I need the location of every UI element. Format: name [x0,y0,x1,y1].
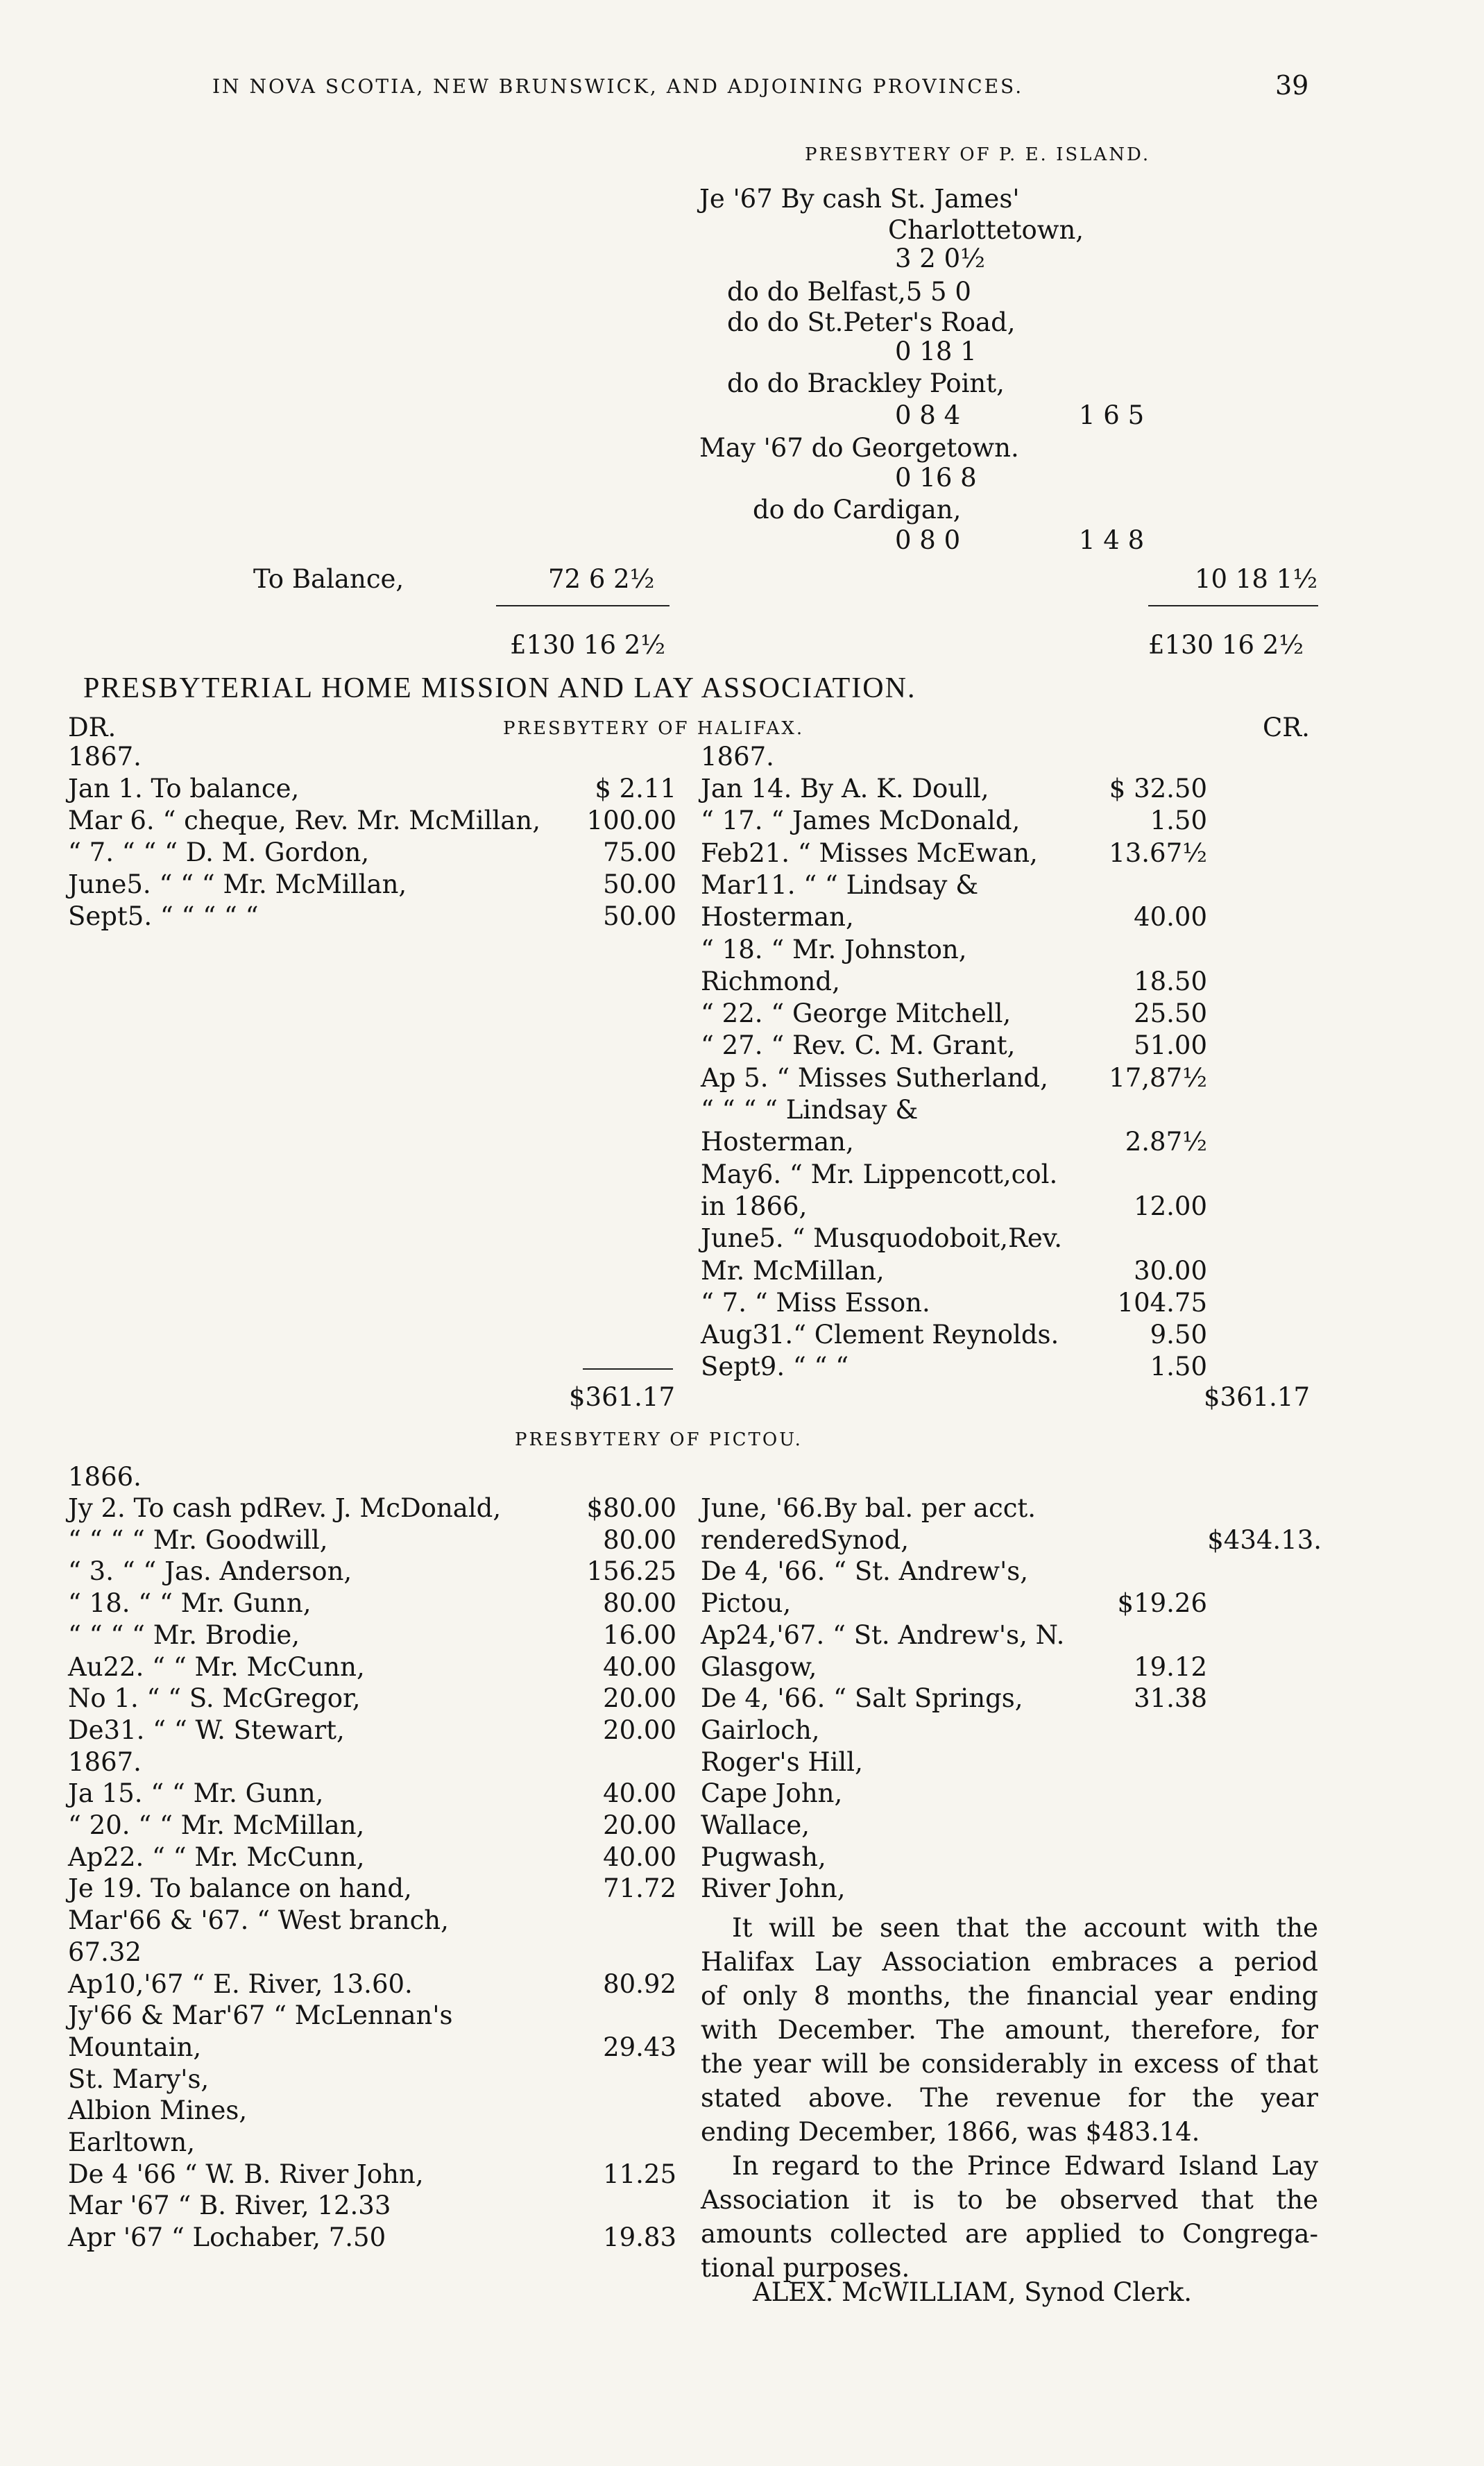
pictou-debit-entry: Apr '67 “ Lochaber, 7.50 [68,2222,386,2252]
pictou-debit-amount: 80.00 [603,1588,676,1618]
credit-entry: Aug31.“ Clement Reynolds. [701,1320,1059,1350]
pictou-credit-entry: Wallace, [701,1810,810,1840]
credit-entry: in 1866, [701,1191,808,1221]
pei-line: 0 18 1 [895,337,977,366]
credit-entry: “ “ “ “ Lindsay & [701,1095,919,1125]
paragraph-line: It will be seen that the account with the [732,1913,1318,1943]
pictou-credit-amount: $434.13. [1207,1525,1322,1555]
pictou-debit-amount: 20.00 [603,1810,676,1840]
pictou-debit-amount: 29.43 [603,2032,676,2062]
pictou-debit-entry: Jy 2. To cash pdRev. J. McDonald, [68,1493,502,1523]
pictou-credit-amount: 19.12 [1134,1652,1207,1682]
pictou-debit-entry: Mar '67 “ B. River, 12.33 [68,2191,391,2220]
divider [496,605,669,606]
note-paragraph [701,1911,1318,2149]
pictou-credit-entry: Pugwash, [701,1842,826,1872]
debit-entry: “ 7. “ “ “ D. M. Gordon, [68,837,370,867]
signature: ALEX. McWILLIAM, Synod Clerk. [753,2277,1193,2307]
halifax-debit-year: 1867. [68,742,142,772]
debit-amount: $ 2.11 [595,774,676,803]
pictou-credit-entry: Roger's Hill, [701,1747,863,1777]
paragraph-line: amounts collected are applied to Congrega- [701,2219,1318,2249]
pei-line: 0 8 0 [895,525,961,555]
credit-entry: Mar11. “ “ Lindsay & [701,870,979,900]
pei-line: do do Brackley Point, [727,368,1005,398]
credit-entry: “ 22. “ George Mitchell, [701,998,1012,1028]
pictou-credit-entry: Pictou, [701,1588,792,1618]
pictou-debit-entry: Earltown, [68,2127,195,2157]
pictou-debit-entry: Ap22. “ “ Mr. McCunn, [68,1842,365,1872]
note-paragraph-2 [701,2149,1318,2285]
running-title: IN NOVA SCOTIA, NEW BRUNSWICK, AND ADJOINING PROVINCES. [212,75,1024,98]
pictou-debit-amount: 71.72 [603,1873,676,1903]
credit-amount: 40.00 [1134,902,1207,932]
pictou-debit-amount: 80.92 [603,1969,676,1999]
credit-amount: 18.50 [1134,967,1207,996]
debit-amount: 50.00 [603,869,676,899]
paragraph-line: Halifax Lay Association embraces a period [701,1947,1318,1977]
pictou-debit-entry: St. Mary's, [68,2064,210,2094]
cr-label: CR. [1263,713,1310,742]
pictou-credit-entry: De 4, '66. “ St. Andrew's, [701,1556,1028,1586]
pei-line: Je '67 By cash St. James' [699,184,1020,214]
credit-amount: 1.50 [1150,806,1207,835]
credit-amount: 12.00 [1134,1191,1207,1221]
pictou-debit-entry: Mar'66 & '67. “ West branch, [68,1905,449,1935]
pictou-credit-entry: renderedSynod, [701,1525,910,1555]
pictou-debit-amount: 40.00 [603,1842,676,1872]
credit-entry: Hosterman, [701,902,854,932]
credit-entry: May6. “ Mr. Lippencott,col. [701,1159,1058,1189]
pei-line: Charlottetown, [888,215,1084,245]
credit-amount: 13.67½ [1109,838,1207,868]
credit-amount: 9.50 [1150,1320,1207,1350]
pictou-debit-entry: De31. “ “ W. Stewart, [68,1715,345,1745]
divider [1148,605,1318,606]
credit-amount: 2.87½ [1125,1127,1207,1157]
pictou-credit-entry: River John, [701,1873,846,1903]
paragraph-line: stated above. The revenue for the year [701,2083,1318,2113]
credit-amount: 104.75 [1117,1288,1207,1318]
paragraph-line: the year will be considerably in excess of that [701,2049,1318,2079]
pictou-debit-entry: Au22. “ “ Mr. McCunn, [68,1652,365,1682]
pei-total-left: £130 16 2½ [510,630,666,660]
debit-entry: Jan 1. To balance, [68,774,300,803]
credit-entry: “ 18. “ Mr. Johnston, [701,935,967,964]
pictou-debit-amount: 40.00 [603,1652,676,1682]
pei-line: do do Cardigan, [753,495,962,525]
pictou-debit-entry: “ 20. “ “ Mr. McMillan, [68,1810,365,1840]
paragraph-line: tional purposes. [701,2253,910,2283]
pei-total-right: £130 16 2½ [1148,630,1304,660]
debit-amount: 75.00 [603,837,676,867]
credit-entry: Mr. McMillan, [701,1256,885,1286]
pei-line: 0 16 8 [895,463,977,493]
pei-line: 10 18 1½ [1195,564,1318,594]
pictou-debit-amount: 19.83 [603,2222,676,2252]
pei-line: 3 2 0½ [895,244,986,273]
pictou-credit-entry: June, '66.By bal. per acct. [701,1493,1037,1523]
paragraph-line: Association it is to be observed that the [701,2185,1318,2215]
pictou-debit-entry: Albion Mines, [68,2095,248,2125]
credit-entry: Jan 14. By A. K. Doull, [701,774,989,803]
credit-entry: “ 27. “ Rev. C. M. Grant, [701,1030,1016,1060]
pictou-debit-amount: $80.00 [586,1493,676,1523]
pictou-credit-amount: $19.26 [1117,1588,1207,1618]
pictou-debit-entry: No 1. “ “ S. McGregor, [68,1683,361,1713]
credit-amount: 17,87½ [1109,1063,1207,1093]
credit-amount: $ 32.50 [1109,774,1207,803]
pei-line: do do Belfast,5 5 0 [727,277,971,307]
paragraph-line: with December. The amount, therefore, for [701,2015,1318,2045]
pictou-debit-entry: Je 19. To balance on hand, [68,1873,412,1903]
halifax-title: PRESBYTERY OF HALIFAX. [503,718,805,739]
pei-line: 1 6 5 [1079,400,1145,430]
credit-entry: Hosterman, [701,1127,854,1157]
pictou-debit-year: 1866. [68,1462,142,1492]
pictou-debit-amount: 20.00 [603,1683,676,1713]
pictou-debit-amount: 11.25 [603,2159,676,2189]
pei-line: do do St.Peter's Road, [727,307,1016,337]
debit-entry: Mar 6. “ cheque, Rev. Mr. McMillan, [68,806,540,835]
credit-amount: 25.50 [1134,998,1207,1028]
pictou-credit-entry: Cape John, [701,1778,843,1808]
pei-title: PRESBYTERY OF P. E. ISLAND. [805,144,1151,165]
credit-entry: “ 7. “ Miss Esson. [701,1288,930,1318]
pictou-debit-entry: De 4 '66 “ W. B. River John, [68,2159,424,2189]
credit-entry: Richmond, [701,967,840,996]
pei-line: 0 8 4 [895,400,961,430]
pictou-credit-entry: Ap24,'67. “ St. Andrew's, N. [701,1620,1065,1650]
credit-entry: Feb21. “ Misses McEwan, [701,838,1038,868]
pictou-debit-entry: Jy'66 & Mar'67 “ McLennan's [68,2000,453,2030]
pei-balance-amount: 72 6 2½ [548,564,655,594]
pictou-title: PRESBYTERY OF PICTOU. [515,1429,803,1450]
pictou-debit-amount: 16.00 [603,1620,676,1650]
credit-entry: “ 17. “ James McDonald, [701,806,1021,835]
paragraph-line: In regard to the Prince Edward Island Lay [732,2151,1318,2181]
credit-entry: Ap 5. “ Misses Sutherland, [701,1063,1048,1093]
pictou-credit-entry: Gairloch, [701,1715,820,1745]
credit-amount: 30.00 [1134,1256,1207,1286]
pei-line: 1 4 8 [1079,525,1145,555]
pictou-debit-entry: “ “ “ “ Mr. Goodwill, [68,1525,328,1555]
paragraph-line: ending December, 1866, was $483.14. [701,2117,1200,2147]
credit-amount: 51.00 [1134,1030,1207,1060]
pictou-debit-entry: Ap10,'67 “ E. River, 13.60. [68,1969,413,1999]
pictou-credit-amount: 31.38 [1134,1683,1207,1713]
debit-amount: 50.00 [603,901,676,931]
debit-entry: Sept5. “ “ “ “ “ [68,901,259,931]
pictou-credit-entry: De 4, '66. “ Salt Springs, [701,1683,1023,1713]
debit-amount: 100.00 [586,806,676,835]
pictou-debit-amount: 156.25 [586,1556,676,1586]
credit-amount: 1.50 [1150,1352,1207,1381]
divider [583,1368,673,1370]
credit-entry: Sept9. “ “ “ [701,1352,849,1381]
association-title: PRESBYTERIAL HOME MISSION AND LAY ASSOCIATION. [83,672,916,704]
pei-balance-label: To Balance, [253,564,404,594]
pictou-debit-amount: 80.00 [603,1525,676,1555]
pictou-debit-amount: 20.00 [603,1715,676,1745]
credit-entry: June5. “ Musquodoboit,Rev. [701,1223,1063,1253]
pictou-debit-entry: Mountain, [68,2032,202,2062]
pictou-debit-entry: 1867. [68,1747,142,1777]
dr-label: DR. [68,713,117,742]
halifax-credit-total: $361.17 [1204,1382,1311,1412]
page-number: 39 [1275,70,1309,101]
pictou-debit-entry: “ 3. “ “ Jas. Anderson, [68,1556,352,1586]
pictou-credit-entry: Glasgow, [701,1652,817,1682]
pictou-debit-amount: 40.00 [603,1778,676,1808]
pictou-debit-entry: Ja 15. “ “ Mr. Gunn, [68,1778,324,1808]
debit-entry: June5. “ “ “ Mr. McMillan, [68,869,407,899]
pictou-debit-entry: “ 18. “ “ Mr. Gunn, [68,1588,312,1618]
halifax-debit-total: $361.17 [569,1382,676,1412]
pei-line: May '67 do Georgetown. [699,433,1019,463]
pictou-debit-entry: 67.32 [68,1937,142,1967]
paragraph-line: of only 8 months, the financial year ending [701,1981,1318,2011]
halifax-credit-year: 1867. [701,742,774,772]
pictou-debit-entry: “ “ “ “ Mr. Brodie, [68,1620,300,1650]
